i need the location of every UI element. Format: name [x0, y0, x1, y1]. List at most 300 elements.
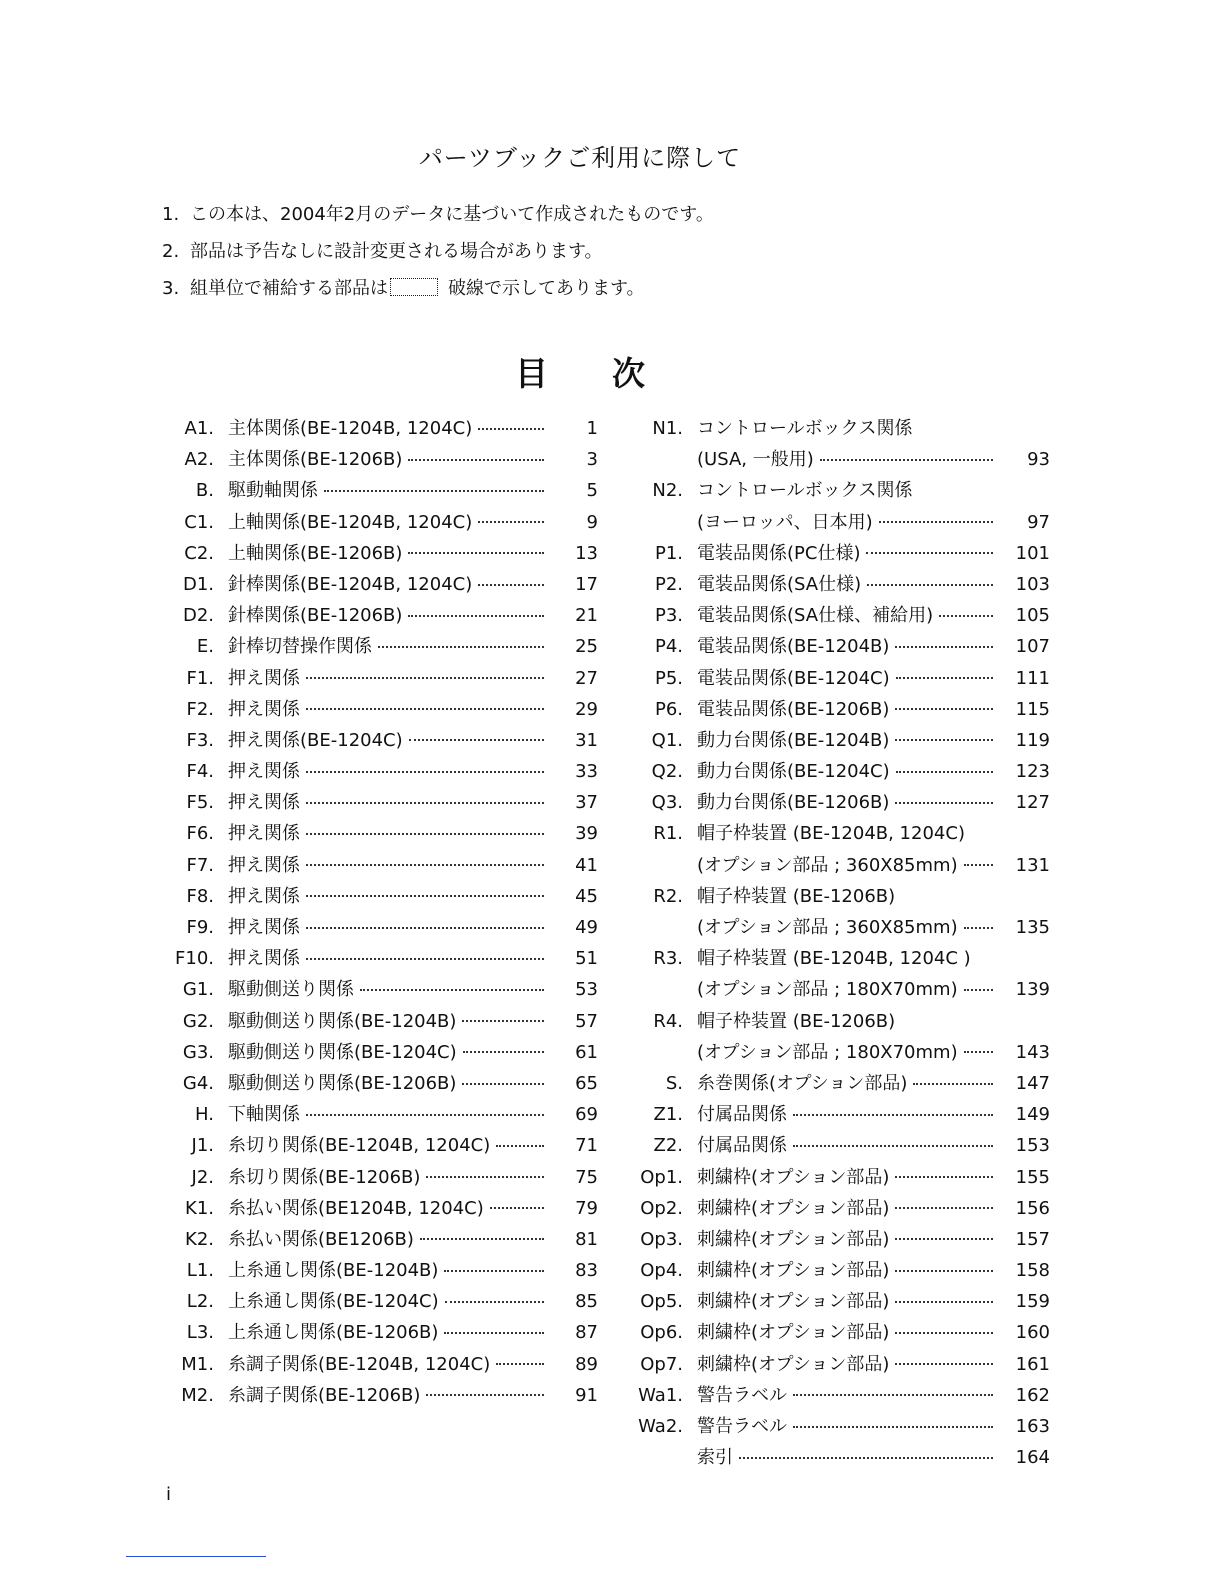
- toc-page-number: 123: [1015, 761, 1050, 783]
- toc-leader-dots: [895, 642, 993, 648]
- toc-label: 押え関係: [228, 792, 300, 814]
- toc-code: Op5.: [640, 1291, 683, 1313]
- toc-row[interactable]: [653, 1130, 1050, 1161]
- toc-label: 刺繍枠(オプション部品): [697, 1166, 890, 1188]
- toc-label: 針棒関係(BE-1206B): [228, 605, 403, 627]
- toc-label: 帽子枠装置 (BE-1206B): [697, 885, 896, 907]
- toc-code: F5.: [186, 792, 214, 814]
- toc-code: A2.: [184, 449, 214, 471]
- toc-label: 糸切り関係(BE-1206B): [228, 1166, 421, 1188]
- toc-row[interactable]: [175, 943, 598, 974]
- note-2: [162, 237, 714, 274]
- toc-page-number: 163: [1015, 1416, 1050, 1437]
- toc-code: K2.: [185, 1228, 214, 1250]
- toc-leader-dots: [793, 1110, 993, 1116]
- toc-page-number: 164: [1015, 1447, 1050, 1469]
- toc-code: Op4.: [640, 1260, 683, 1282]
- toc-leader-dots: [408, 548, 544, 554]
- toc-row[interactable]: [182, 974, 598, 1005]
- toc-row[interactable]: [185, 1224, 598, 1255]
- toc-page-number: 13: [575, 542, 598, 564]
- toc-leader-dots: [895, 1328, 993, 1334]
- toc-code: N1.: [652, 418, 683, 439]
- toc-title-left: 目: [515, 354, 548, 393]
- toc-label: 下軸関係: [228, 1104, 300, 1126]
- toc-leader-dots: [306, 860, 544, 866]
- toc-label: 帽子枠装置 (BE-1204B, 1204C ): [697, 948, 971, 970]
- toc-label: 糸払い関係(BE1204B, 1204C): [228, 1197, 484, 1219]
- toc-leader-dots: [895, 1172, 993, 1178]
- toc-row[interactable]: [182, 600, 598, 631]
- toc-row[interactable]: [651, 787, 1050, 818]
- toc-leader-dots: [408, 455, 544, 461]
- toc-row[interactable]: [653, 1099, 1050, 1130]
- toc-label: 針棒関係(BE-1204B, 1204C): [228, 573, 473, 595]
- toc-row[interactable]: [697, 1037, 1050, 1068]
- toc-row[interactable]: [665, 1068, 1050, 1099]
- toc-code: R3.: [653, 948, 683, 970]
- toc-leader-dots: [306, 891, 544, 897]
- toc-code: F8.: [186, 885, 214, 907]
- toc-code: Op3.: [640, 1228, 683, 1250]
- toc-row[interactable]: [186, 1255, 598, 1286]
- toc-leader-dots: [420, 1234, 544, 1240]
- toc-row[interactable]: [182, 569, 598, 600]
- toc-leader-dots: [913, 1079, 993, 1085]
- toc-left-column: [175, 413, 598, 1411]
- toc-page-number: 53: [575, 979, 598, 1001]
- toc-code: D1.: [182, 573, 214, 595]
- toc-label: 押え関係: [228, 761, 300, 783]
- toc-leader-dots: [895, 1203, 993, 1209]
- toc-leader-dots: [895, 1234, 993, 1240]
- toc-label: 主体関係(BE-1206B): [228, 449, 403, 471]
- toc-page-number: 9: [586, 511, 598, 533]
- toc-label: 動力台関係(BE-1204B): [697, 729, 890, 751]
- toc-page-number: 87: [575, 1322, 598, 1344]
- toc-page-number: 153: [1015, 1135, 1050, 1157]
- toc-code: Z2.: [653, 1135, 683, 1157]
- toc-page-number: 31: [575, 729, 598, 751]
- toc-leader-dots: [478, 424, 544, 430]
- toc-leader-dots: [462, 1079, 544, 1085]
- note-text: この本は、2004年2月のデータに基づいて作成されたものです。: [190, 204, 714, 225]
- toc-page-number: 29: [575, 698, 598, 720]
- toc-page-number: 127: [1015, 792, 1050, 814]
- toc-label: 上軸関係(BE-1204B, 1204C): [228, 511, 473, 533]
- toc-label: 上糸通し関係(BE-1206B): [228, 1322, 439, 1344]
- toc-label: 駆動軸関係: [228, 480, 318, 502]
- toc-page-number: 135: [1015, 917, 1050, 938]
- toc-label: 電装品関係(BE-1204B): [697, 636, 890, 658]
- toc-code: R1.: [653, 823, 683, 845]
- toc-page-number: 162: [1015, 1384, 1050, 1406]
- toc-row[interactable]: [186, 818, 598, 849]
- toc-leader-dots: [306, 1110, 544, 1116]
- toc-code: R4.: [653, 1010, 683, 1032]
- toc-label: 糸切り関係(BE-1204B, 1204C): [228, 1135, 491, 1157]
- toc-code: Q3.: [651, 792, 683, 814]
- toc-row[interactable]: [186, 663, 598, 694]
- toc-leader-dots: [462, 1016, 544, 1022]
- toc-row[interactable]: [697, 444, 1050, 475]
- toc-row[interactable]: [186, 1317, 598, 1348]
- toc-label: 押え関係: [228, 885, 300, 907]
- toc-label: 電装品関係(SA仕様、補給用): [697, 605, 934, 627]
- toc-leader-dots: [306, 704, 544, 710]
- toc-page-number: 139: [1015, 979, 1050, 1001]
- toc-label: (USA, 一般用): [697, 449, 814, 471]
- toc-leader-dots: [478, 517, 544, 523]
- toc-leader-dots: [895, 704, 993, 710]
- toc-row[interactable]: [697, 974, 1050, 1005]
- toc-page-number: 65: [575, 1072, 598, 1094]
- toc-code: P2.: [654, 573, 683, 595]
- toc-label: 糸払い関係(BE1206B): [228, 1228, 414, 1250]
- toc-page-number: 79: [575, 1197, 598, 1219]
- toc-label: 上軸関係(BE-1206B): [228, 542, 403, 564]
- toc-label: 糸調子関係(BE-1204B, 1204C): [228, 1353, 491, 1375]
- toc-page-number: 161: [1015, 1353, 1050, 1375]
- toc-code: E.: [196, 636, 214, 658]
- toc-code: P4.: [654, 636, 683, 658]
- toc-leader-dots: [895, 1297, 993, 1303]
- toc-row[interactable]: [653, 881, 999, 912]
- toc-label: 付属品関係: [697, 1135, 787, 1157]
- toc-row[interactable]: [186, 694, 598, 725]
- toc-leader-dots: [496, 1359, 544, 1365]
- toc-page-number: 51: [575, 948, 598, 970]
- toc-label: 刺繍枠(オプション部品): [697, 1260, 890, 1282]
- toc-leader-dots: [463, 1047, 544, 1053]
- toc-page-number: 97: [1027, 511, 1050, 533]
- toc-row[interactable]: [186, 881, 598, 912]
- toc-code: Q1.: [651, 729, 683, 751]
- toc-code: P3.: [654, 605, 683, 627]
- toc-label: 押え関係: [228, 823, 300, 845]
- toc-row[interactable]: [640, 1255, 1050, 1286]
- toc-page-number: 156: [1015, 1197, 1050, 1219]
- toc-leader-dots: [496, 1141, 544, 1147]
- toc-code: L3.: [186, 1322, 214, 1344]
- toc-code: L1.: [186, 1260, 214, 1282]
- toc-row[interactable]: [638, 1411, 1050, 1442]
- toc-code: G1.: [182, 979, 214, 1001]
- note-number: 2.: [162, 241, 180, 262]
- toc-leader-dots: [444, 1266, 544, 1272]
- toc-code: C2.: [184, 542, 214, 564]
- toc-label: 主体関係(BE-1204B, 1204C): [228, 418, 473, 439]
- toc-leader-dots: [490, 1203, 544, 1209]
- toc-row[interactable]: [697, 850, 1050, 881]
- toc-leader-dots: [306, 767, 544, 773]
- toc-label: 駆動側送り関係(BE-1204C): [228, 1041, 457, 1063]
- toc-page-number: 105: [1015, 605, 1050, 627]
- note-text-after: 破線で示してあります。: [448, 278, 645, 299]
- toc-row[interactable]: [697, 912, 1050, 943]
- toc-row[interactable]: [640, 1162, 1050, 1193]
- toc-row[interactable]: [182, 1068, 598, 1099]
- toc-title-right: 次: [612, 354, 645, 393]
- toc-leader-dots: [964, 1047, 993, 1053]
- toc-page-number: 21: [575, 605, 598, 627]
- toc-leader-dots: [793, 1422, 993, 1428]
- toc-row[interactable]: [652, 413, 999, 444]
- toc-page-number: 37: [575, 792, 598, 814]
- toc-row[interactable]: [191, 1162, 598, 1193]
- toc-row[interactable]: [186, 725, 598, 756]
- toc-page-number: 103: [1015, 573, 1050, 595]
- toc-label: 押え関係: [228, 917, 300, 938]
- toc-label: 付属品関係: [697, 1104, 787, 1126]
- toc-row[interactable]: [640, 1193, 1050, 1224]
- toc-leader-dots: [306, 673, 544, 679]
- toc-leader-dots: [426, 1390, 544, 1396]
- toc-row[interactable]: [654, 663, 1050, 694]
- toc-code: F9.: [186, 917, 214, 938]
- toc-page-number: 33: [575, 761, 598, 783]
- page-title: パーツブックご利用に際して: [418, 144, 742, 172]
- toc-code: P1.: [654, 542, 683, 564]
- toc-label: 刺繍枠(オプション部品): [697, 1291, 890, 1313]
- toc-row[interactable]: [195, 1099, 598, 1130]
- toc-page-number: 147: [1015, 1072, 1050, 1094]
- toc-page-number: 119: [1015, 729, 1050, 751]
- toc-leader-dots: [306, 923, 544, 929]
- toc-page-number: 115: [1015, 698, 1050, 720]
- toc-row[interactable]: [697, 507, 1050, 538]
- toc-row[interactable]: [653, 943, 999, 974]
- toc-leader-dots: [793, 1141, 993, 1147]
- toc-code: M1.: [181, 1353, 214, 1375]
- toc-page-number: 25: [575, 636, 598, 658]
- toc-label: 動力台関係(BE-1204C): [697, 761, 890, 783]
- toc-row[interactable]: [184, 444, 598, 475]
- toc-code: M2.: [181, 1384, 214, 1406]
- toc-row[interactable]: [186, 850, 598, 881]
- toc-leader-dots: [360, 985, 544, 991]
- toc-page-number: 85: [575, 1291, 598, 1313]
- toc-row[interactable]: [182, 1037, 598, 1068]
- toc-code: L2.: [186, 1291, 214, 1313]
- toc-row[interactable]: [185, 1193, 598, 1224]
- toc-row[interactable]: [186, 912, 598, 943]
- toc-code: Op6.: [640, 1322, 683, 1344]
- toc-code: G2.: [182, 1010, 214, 1032]
- toc-row[interactable]: [640, 1286, 1050, 1317]
- toc-leader-dots: [820, 455, 993, 461]
- toc-label: 電装品関係(PC仕様): [697, 542, 861, 564]
- toc-leader-dots: [306, 798, 544, 804]
- toc-row[interactable]: [697, 1442, 1050, 1473]
- toc-leader-dots: [939, 611, 993, 617]
- toc-label: 押え関係(BE-1204C): [228, 729, 403, 751]
- toc-code: F7.: [186, 854, 214, 876]
- toc-label: 電装品関係(SA仕様): [697, 573, 862, 595]
- toc-label: コントロールボックス関係: [697, 418, 913, 439]
- toc-label: 押え関係: [228, 667, 300, 689]
- toc-code: D2.: [182, 605, 214, 627]
- toc-page-number: 83: [575, 1260, 598, 1282]
- page-number: i: [166, 1484, 172, 1505]
- toc-row[interactable]: [184, 413, 598, 444]
- toc-page-number: 159: [1015, 1291, 1050, 1313]
- toc-code: Wa2.: [638, 1416, 683, 1437]
- toc-leader-dots: [895, 735, 993, 741]
- toc-row[interactable]: [191, 1130, 598, 1161]
- toc-code: S.: [665, 1072, 683, 1094]
- toc-row[interactable]: [654, 569, 1050, 600]
- toc-row[interactable]: [654, 631, 1050, 662]
- toc-leader-dots: [895, 798, 993, 804]
- toc-label: 刺繍枠(オプション部品): [697, 1353, 890, 1375]
- toc-row[interactable]: [652, 475, 999, 506]
- toc-code: F6.: [186, 823, 214, 845]
- toc-label: 駆動側送り関係: [228, 979, 354, 1001]
- toc-leader-dots: [867, 580, 993, 586]
- toc-leader-dots: [895, 1359, 993, 1365]
- toc-label: 電装品関係(BE-1206B): [697, 698, 890, 720]
- note-text: 部品は予告なしに設計変更される場合があります。: [190, 241, 603, 262]
- toc-row[interactable]: [640, 1224, 1050, 1255]
- toc-page-number: 3: [586, 449, 598, 471]
- toc-row[interactable]: [195, 475, 598, 506]
- toc-code: P5.: [654, 667, 683, 689]
- usage-notes: [162, 200, 714, 311]
- toc-code: Z1.: [653, 1104, 683, 1126]
- toc-page-number: 91: [575, 1384, 598, 1406]
- toc-leader-dots: [964, 860, 993, 866]
- note-number: 1.: [162, 204, 180, 225]
- toc-leader-dots: [445, 1297, 544, 1303]
- toc-page-number: 81: [575, 1228, 598, 1250]
- toc-page-number: 155: [1015, 1166, 1050, 1188]
- toc-code: G3.: [182, 1041, 214, 1063]
- toc-right-column: [638, 413, 1050, 1473]
- toc-label: 刺繍枠(オプション部品): [697, 1322, 890, 1344]
- toc-page-number: 49: [575, 917, 598, 938]
- toc-code: N2.: [652, 480, 683, 502]
- dashed-box-symbol: [390, 278, 438, 296]
- toc-leader-dots: [306, 954, 544, 960]
- toc-page-number: 93: [1027, 449, 1050, 471]
- toc-label: (オプション部品 ; 360X85mm): [697, 854, 958, 876]
- toc-code: F3.: [186, 729, 214, 751]
- toc-label: コントロールボックス関係: [697, 480, 913, 502]
- toc-label: 刺繍枠(オプション部品): [697, 1228, 890, 1250]
- toc-label: 警告ラベル: [697, 1416, 787, 1437]
- toc-row[interactable]: [181, 1380, 598, 1411]
- toc-row[interactable]: [640, 1349, 1050, 1380]
- toc-label: 警告ラベル: [697, 1384, 787, 1406]
- toc-code: J1.: [191, 1135, 214, 1157]
- toc-leader-dots: [879, 517, 993, 523]
- toc-row[interactable]: [640, 1317, 1050, 1348]
- toc-page-number: 27: [575, 667, 598, 689]
- toc-page-number: 39: [575, 823, 598, 845]
- toc-label: 押え関係: [228, 698, 300, 720]
- toc-page-number: 1: [586, 418, 598, 439]
- toc-label: 上糸通し関係(BE-1204B): [228, 1260, 439, 1282]
- toc-label: 帽子枠装置 (BE-1206B): [697, 1010, 896, 1032]
- toc-row[interactable]: [182, 1006, 598, 1037]
- toc-page-number: 69: [575, 1104, 598, 1126]
- note-text-before: 組単位で補給する部品は: [190, 278, 388, 299]
- toc-label: (オプション部品 ; 180X70mm): [697, 979, 958, 1001]
- toc-row[interactable]: [181, 1349, 598, 1380]
- toc-page-number: 131: [1015, 854, 1050, 876]
- toc-page-number: 71: [575, 1135, 598, 1157]
- toc-code: F2.: [186, 698, 214, 720]
- toc-page-number: 45: [575, 885, 598, 907]
- toc-label: 針棒切替操作関係: [228, 636, 372, 658]
- toc-row[interactable]: [638, 1380, 1050, 1411]
- toc-row[interactable]: [186, 1286, 598, 1317]
- toc-code: R2.: [653, 885, 683, 907]
- toc-leader-dots: [378, 642, 544, 648]
- toc-leader-dots: [793, 1390, 993, 1396]
- toc-leader-dots: [426, 1172, 544, 1178]
- toc-row[interactable]: [654, 538, 1050, 569]
- toc-label: 帽子枠装置 (BE-1204B, 1204C): [697, 823, 965, 845]
- toc-leader-dots: [306, 829, 544, 835]
- toc-leader-dots: [895, 1266, 993, 1272]
- toc-code: Q2.: [651, 761, 683, 783]
- toc-label: 糸巻関係(オプション部品): [697, 1072, 908, 1094]
- toc-label: 駆動側送り関係(BE-1204B): [228, 1010, 457, 1032]
- toc-label: 動力台関係(BE-1206B): [697, 792, 890, 814]
- toc-row[interactable]: [184, 538, 598, 569]
- toc-leader-dots: [739, 1453, 993, 1459]
- toc-leader-dots: [408, 611, 544, 617]
- toc-page-number: 101: [1015, 542, 1050, 564]
- toc-code: P6.: [654, 698, 683, 720]
- toc-leader-dots: [964, 985, 993, 991]
- toc-page-number: 149: [1015, 1104, 1050, 1126]
- toc-code: F1.: [186, 667, 214, 689]
- toc-row[interactable]: [184, 507, 598, 538]
- toc-code: K1.: [185, 1197, 214, 1219]
- toc-leader-dots: [409, 735, 544, 741]
- toc-label: 索引: [697, 1447, 733, 1469]
- note-number: 3.: [162, 278, 180, 299]
- toc-row[interactable]: [196, 631, 598, 662]
- toc-code: A1.: [184, 418, 214, 439]
- toc-row[interactable]: [651, 725, 1050, 756]
- toc-row[interactable]: [653, 818, 999, 849]
- toc-label: 上糸通し関係(BE-1204C): [228, 1291, 439, 1313]
- toc-page-number: 160: [1015, 1322, 1050, 1344]
- toc-row[interactable]: [186, 787, 598, 818]
- toc-page-number: 5: [586, 480, 598, 502]
- toc-page-number: 17: [575, 573, 598, 595]
- toc-row[interactable]: [653, 1006, 999, 1037]
- toc-code: B.: [195, 480, 214, 502]
- toc-leader-dots: [896, 673, 993, 679]
- toc-row[interactable]: [654, 600, 1050, 631]
- toc-page-number: 158: [1015, 1260, 1050, 1282]
- toc-label: (オプション部品 ; 360X85mm): [697, 917, 958, 938]
- toc-label: 押え関係: [228, 854, 300, 876]
- toc-page-number: 107: [1015, 636, 1050, 658]
- toc-leader-dots: [964, 923, 993, 929]
- toc-label: 駆動側送り関係(BE-1206B): [228, 1072, 457, 1094]
- toc-row[interactable]: [654, 694, 1050, 725]
- toc-row[interactable]: [651, 756, 1050, 787]
- toc-label: 押え関係: [228, 948, 300, 970]
- toc-row[interactable]: [186, 756, 598, 787]
- footer-rule: [126, 1556, 266, 1557]
